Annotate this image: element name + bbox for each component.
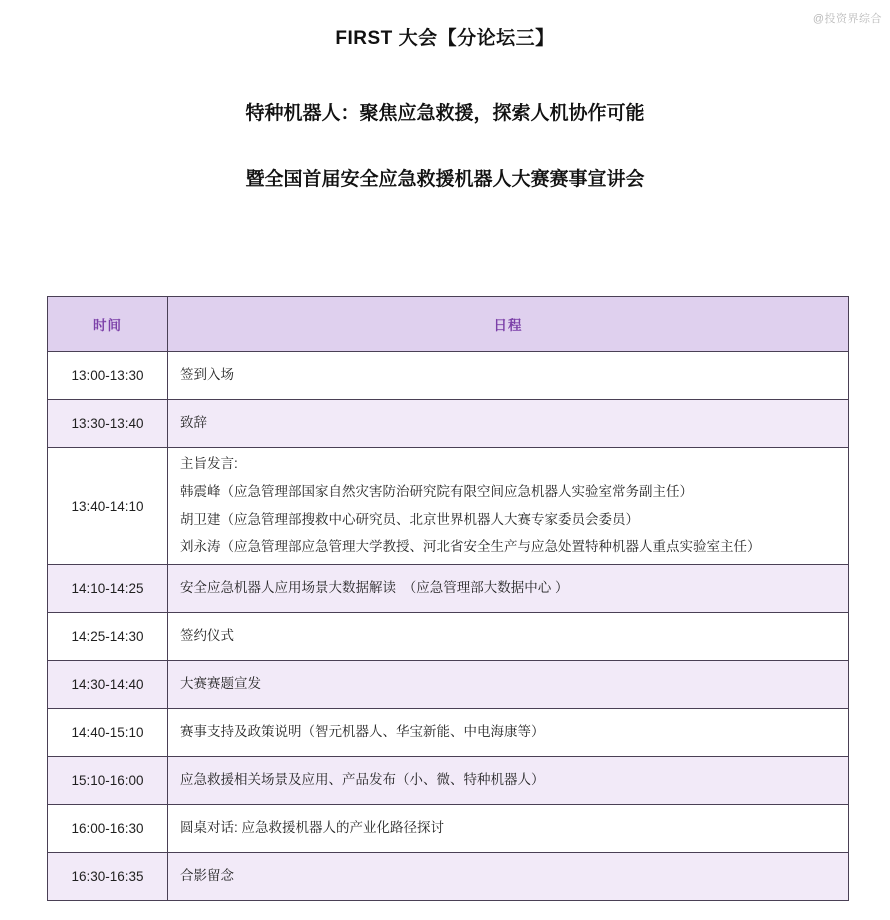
page-title: FIRST 大会【分论坛三】: [335, 28, 555, 49]
agenda-table-head: [48, 297, 849, 352]
agenda-line-group: [180, 413, 838, 434]
agenda-table-container: [47, 296, 848, 901]
table-row: [48, 613, 849, 661]
cell-agenda: [168, 400, 849, 448]
agenda-line-group: [180, 578, 838, 599]
cell-agenda: [168, 661, 849, 709]
table-row: [48, 853, 849, 901]
cell-agenda: [168, 613, 849, 661]
column-header-agenda: 日程: [168, 297, 849, 352]
table-row: [48, 709, 849, 757]
agenda-line: 合影留念: [180, 868, 234, 884]
agenda-line: 赛事支持及政策说明（智元机器人、华宝新能、中电海康等）: [180, 724, 545, 740]
agenda-line: 应急救援相关场景及应用、产品发布（小、微、特种机器人）: [180, 772, 545, 788]
cell-time: 13:40-14:10: [48, 448, 168, 565]
cell-time: 13:00-13:30: [48, 352, 168, 400]
cell-time: 16:30-16:35: [48, 853, 168, 901]
table-row: [48, 352, 849, 400]
cell-agenda: [168, 805, 849, 853]
cell-time: 15:10-16:00: [48, 757, 168, 805]
agenda-line-group: [180, 626, 838, 647]
cell-time: 16:00-16:30: [48, 805, 168, 853]
table-row: [48, 757, 849, 805]
agenda-line: 圆桌对话: 应急救援机器人的产业化路径探讨: [180, 820, 445, 836]
agenda-line-group: [180, 770, 838, 791]
table-row: [48, 448, 849, 565]
agenda-line: 安全应急机器人应用场景大数据解读 （应急管理部大数据中心 ）: [180, 580, 569, 596]
cell-time: 14:40-15:10: [48, 709, 168, 757]
agenda-line: 大赛赛题宣发: [180, 676, 261, 692]
watermark: @投资界综合: [812, 13, 882, 25]
agenda-line: 胡卫建（应急管理部搜救中心研究员、北京世界机器人大赛专家委员会委员）: [180, 511, 639, 527]
cell-agenda: [168, 757, 849, 805]
agenda-line: 签到入场: [180, 367, 234, 383]
table-row: [48, 565, 849, 613]
table-row: [48, 661, 849, 709]
cell-agenda: [168, 448, 849, 565]
agenda-line-group: [180, 818, 838, 839]
agenda-line: 韩震峰（应急管理部国家自然灾害防治研究院有限空间应急机器人实验室常务副主任）: [180, 483, 693, 499]
cell-time: 13:30-13:40: [48, 400, 168, 448]
table-header-row: [48, 297, 849, 352]
column-header-time: 时间: [48, 297, 168, 352]
agenda-line-group: [180, 674, 838, 695]
cell-agenda: [168, 709, 849, 757]
agenda-line: 刘永涛（应急管理部应急管理大学教授、河北省安全生产与应急处置特种机器人重点实验室主任）: [180, 539, 761, 555]
page-headings: [0, 0, 890, 194]
agenda-line-group: [180, 365, 838, 386]
table-row: [48, 400, 849, 448]
agenda-table-body: [48, 352, 849, 901]
cell-agenda: [168, 853, 849, 901]
cell-agenda: [168, 352, 849, 400]
agenda-line-group: [180, 454, 838, 559]
page-subtitle-primary: 特种机器人：聚焦应急救援，探索人机协作可能: [245, 102, 645, 124]
agenda-line: 致辞: [180, 415, 207, 431]
cell-agenda: [168, 565, 849, 613]
cell-time: 14:30-14:40: [48, 661, 168, 709]
table-row: [48, 805, 849, 853]
agenda-line-group: [180, 866, 838, 887]
cell-time: 14:25-14:30: [48, 613, 168, 661]
page-subtitle-secondary: 暨全国首届安全应急救援机器人大赛赛事宣讲会: [245, 169, 645, 191]
agenda-line: 签约仪式: [180, 628, 234, 644]
agenda-line-group: [180, 722, 838, 743]
agenda-table: [47, 296, 849, 901]
cell-time: 14:10-14:25: [48, 565, 168, 613]
agenda-line: 主旨发言:: [180, 455, 238, 471]
